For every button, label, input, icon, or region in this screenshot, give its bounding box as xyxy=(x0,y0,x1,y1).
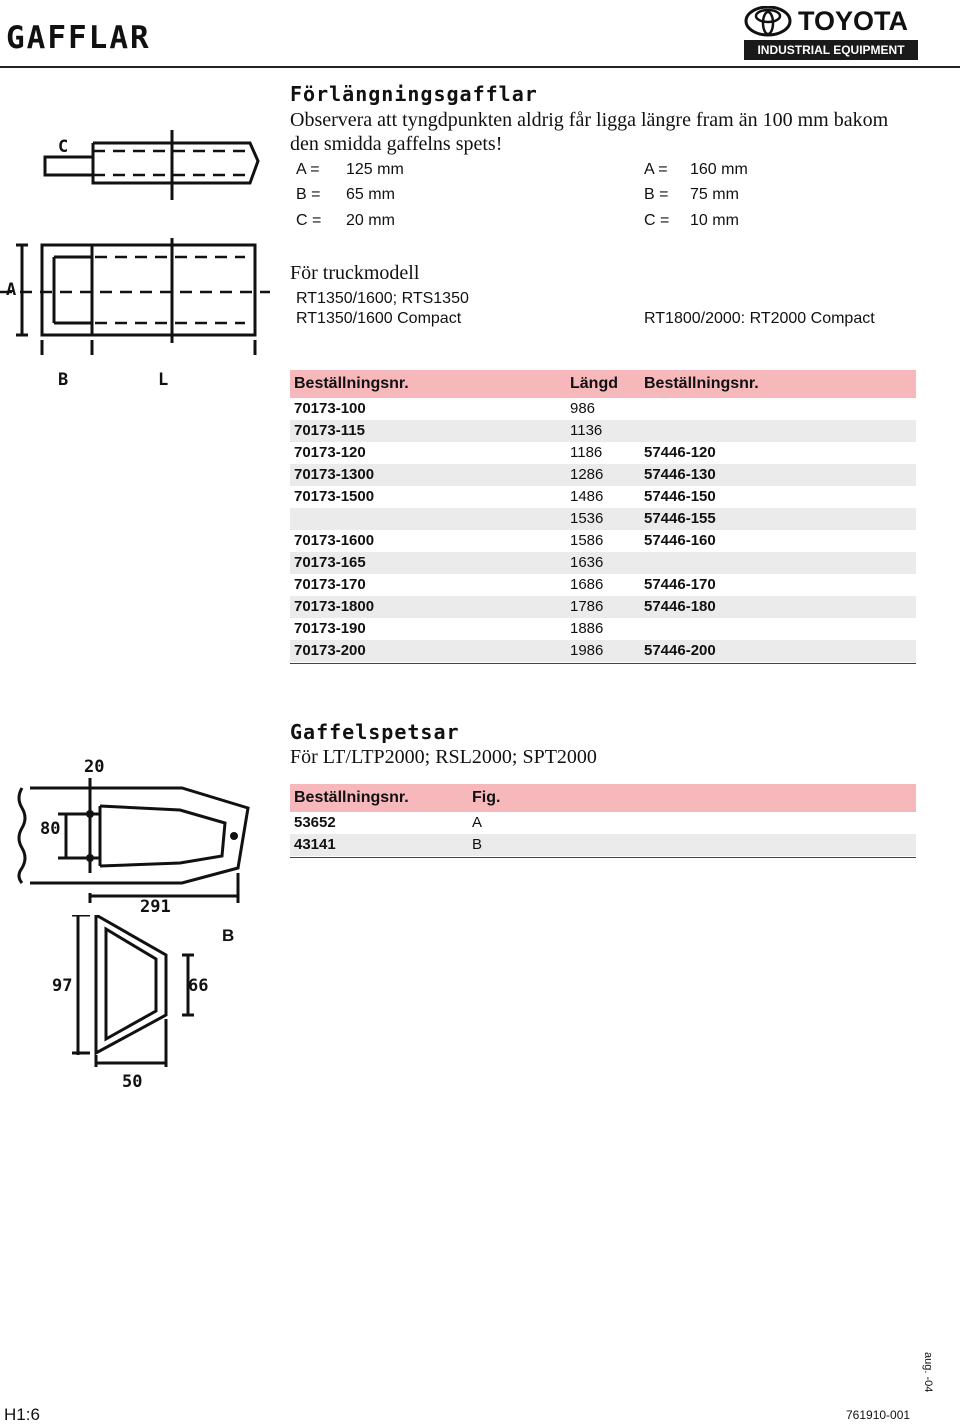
col-header-order-no: Beställningsnr. xyxy=(294,375,409,392)
table-row: 70173-200 1986 57446-200 xyxy=(290,640,916,662)
truck-models-left-2: RT1350/1600 Compact xyxy=(296,310,462,327)
fork-tip-drawing-b xyxy=(0,915,270,1095)
document-date: aug. -04 xyxy=(922,1352,934,1393)
table-row: 70173-120 1186 57446-120 xyxy=(294,444,716,461)
drawing-label-20: 20 xyxy=(84,757,105,777)
dim-right-c-label: C = xyxy=(644,212,670,229)
dim-left-a-value: 125 mm xyxy=(346,161,404,178)
drawing-label-80: 80 xyxy=(40,819,61,839)
dim-right-b-value: 75 mm xyxy=(690,186,739,203)
dim-left-b-label: B = xyxy=(296,186,321,203)
truck-models-right: RT1800/2000: RT2000 Compact xyxy=(644,310,875,327)
drawing-label-l: L xyxy=(158,370,169,390)
drawing-label-66: 66 xyxy=(188,976,209,996)
dim-right-a-label: A = xyxy=(644,161,668,178)
dim-right-c-value: 10 mm xyxy=(690,212,739,229)
fork-tips-table xyxy=(290,784,916,860)
logo-subtitle: INDUSTRIAL EQUIPMENT xyxy=(744,40,918,60)
dim-right-b-label: B = xyxy=(644,186,669,203)
drawing-label-50: 50 xyxy=(122,1072,143,1092)
dim-right-a-value: 160 mm xyxy=(690,161,748,178)
table-row: 70173-170 1686 57446-170 xyxy=(294,576,716,593)
table-bottom-rule xyxy=(290,663,916,664)
fork-tip-drawing-a xyxy=(0,748,270,918)
fork-tips-title: Gaffelspetsar xyxy=(290,720,460,744)
table-bottom-rule xyxy=(290,857,916,858)
table-row: 70173-100 986 xyxy=(294,400,596,417)
drawing-label-c: C xyxy=(58,137,69,157)
table-row: 70173-1500 1486 57446-150 xyxy=(294,488,716,505)
col-header-length: Längd xyxy=(570,375,618,392)
table-row: 70173-165 1636 xyxy=(290,552,916,574)
table-header-row xyxy=(290,370,916,398)
dim-left-c-label: C = xyxy=(296,212,322,229)
table-row: 70173-190 1886 xyxy=(294,620,604,637)
extension-forks-table xyxy=(290,370,916,666)
table-row: 70173-115 1136 xyxy=(290,420,916,442)
drawing-label-291: 291 xyxy=(140,897,171,917)
col-header-order-no-2: Beställningsnr. xyxy=(644,375,759,392)
truck-models-left-1: RT1350/1600; RTS1350 xyxy=(296,290,469,307)
fork-tips-subtitle: För LT/LTP2000; RSL2000; SPT2000 xyxy=(290,746,597,768)
table-row: 70173-1600 1586 57446-160 xyxy=(294,532,716,549)
table-row: 70173-1300 1286 57446-130 xyxy=(290,464,916,486)
dim-left-a-label: A = xyxy=(296,161,320,178)
table-row: 43141 B xyxy=(290,834,916,856)
document-code: 761910-001 xyxy=(846,1408,911,1422)
col-header-order-no: Beställningsnr. xyxy=(294,789,409,806)
extension-fork-dim-labels xyxy=(0,365,270,395)
page-title: GAFFLAR xyxy=(6,20,151,56)
page-number: H1:6 xyxy=(4,1405,40,1424)
toyota-logo xyxy=(744,6,918,60)
dim-left-c-value: 20 mm xyxy=(346,212,395,229)
extension-note: Observera att tyngdpunkten aldrig får ligga längre fram än 100 mm bakom den smidda gaffelns spets! xyxy=(290,109,889,155)
drawing-label-97: 97 xyxy=(52,976,73,996)
extension-forks-title: Förlängningsgafflar xyxy=(290,82,538,106)
dim-left-b-value: 65 mm xyxy=(346,186,395,203)
drawing-label-b: B xyxy=(58,370,69,390)
table-row: 1536 57446-155 xyxy=(290,508,916,530)
extension-fork-drawing xyxy=(0,125,270,355)
logo-brand-text: TOYOTA xyxy=(798,6,909,36)
header-divider xyxy=(0,66,960,68)
drawing-label-a: A xyxy=(6,280,17,300)
table-row: 70173-1800 1786 57446-180 xyxy=(290,596,916,618)
truck-model-heading: För truckmodell xyxy=(290,262,420,284)
col-header-fig: Fig. xyxy=(472,789,501,806)
table-header-row xyxy=(290,784,916,812)
fig-b-label: B xyxy=(222,926,235,945)
table-row: 53652 A xyxy=(294,814,483,831)
